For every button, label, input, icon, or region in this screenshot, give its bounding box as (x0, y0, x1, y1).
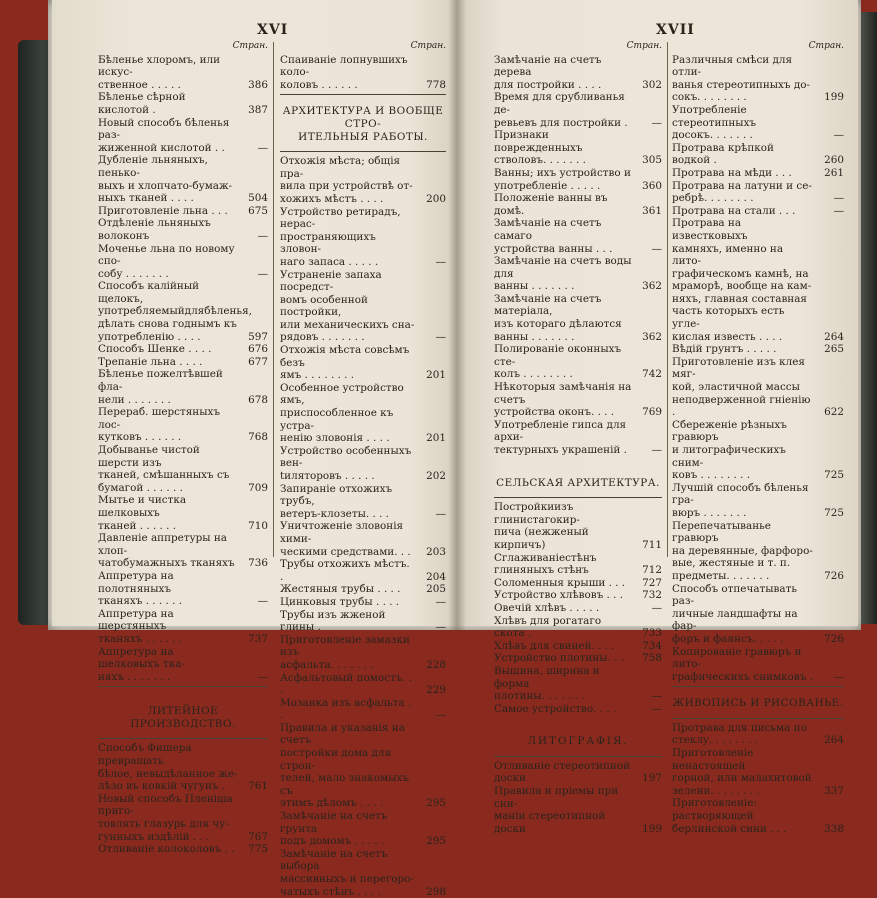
entry-page-number: — (257, 595, 268, 608)
entry-page-number: 264 (824, 330, 844, 343)
index-entry (280, 722, 446, 810)
entry-title: Аппретура на шерстяныхъ тканяхъ . . . . . . (98, 607, 183, 645)
entry-page-number: 725 (824, 469, 844, 482)
index-entry (280, 672, 446, 697)
index-entry (98, 217, 268, 242)
index-entry (494, 652, 662, 665)
index-entry (98, 154, 268, 204)
index-entry (98, 843, 268, 856)
entry-page-number: 758 (642, 652, 662, 665)
index-entry (672, 180, 844, 205)
section-title: ЛИТОГРАФІЯ. (527, 735, 629, 748)
entry-title: Самое устройство. . . . (494, 702, 617, 715)
rule (280, 151, 446, 152)
entry-page-number: 761 (248, 780, 268, 793)
index-entry (280, 596, 446, 609)
entry-title: Мозаика изъ асфальта . . (280, 696, 412, 722)
entry-page-number: 710 (248, 519, 268, 532)
index-entry (494, 615, 662, 640)
entry-title: Вышина, ширина и форма плотины. . . . . . . (494, 664, 600, 703)
index-entry (98, 205, 268, 218)
index-entry (280, 558, 446, 583)
column-header: Стран. (626, 41, 662, 51)
entry-page-number: 767 (248, 830, 268, 843)
index-entry (672, 104, 844, 142)
index-entry (280, 206, 446, 269)
index-entry (494, 167, 662, 192)
entry-page-number: — (435, 255, 446, 268)
entry-title: Полированіе оконныхъ сте- колъ . . . . . . . . (494, 343, 622, 381)
entry-title: Способъ Фишера превращать бѣлое, невыдѣланное же- лѣзо въ ковкій чугунъ . (98, 742, 238, 793)
entry-title: Способъ калійный щелокъ, употребляемыйдлябѣленья, дѣлать снова годнымъ къ употребленію . . . . (98, 280, 252, 343)
entry-title: Устройство хлѣвовъ . . . (494, 589, 623, 602)
entry-page-number: 742 (642, 368, 662, 381)
entry-title: Добыванье чистой шерсти изъ тканей, смѣшанныхъ съ бумагой . . . . . . (98, 444, 230, 494)
entry-title: Нѣкоторыя замѣчанія на счетъ устройства оконъ. . . . (494, 381, 632, 419)
right-page (456, 0, 858, 835)
entry-title: Копированіе гравюръ и лито- графическихъ снимковъ . (672, 645, 813, 683)
entry-title: Положеніе ванны въ домѣ. (494, 192, 608, 217)
index-entry (280, 155, 446, 205)
index-entry (672, 646, 844, 684)
entry-title: Замѣчаніе на счетъ воды для ванны . . . . . . . (494, 255, 632, 293)
section-title: СЕЛЬСКАЯ АРХИТЕКТУРА. (496, 476, 660, 489)
index-entry (280, 382, 446, 445)
entry-page-number: 622 (824, 406, 844, 419)
entry-page-number: 386 (248, 78, 268, 91)
index-entry (672, 356, 844, 419)
entry-title: Устройство особенныхъ вен- tиляторовъ . . . . . (280, 444, 412, 482)
index-entry (672, 205, 844, 218)
entry-page-number: 305 (642, 154, 662, 167)
entry-page-number: 726 (824, 569, 844, 582)
index-entry (494, 501, 662, 551)
index-entry (672, 747, 844, 797)
entry-title: Замѣчаніе на счетъ выбора массивныхъ и перегоро- чатыхъ стѣнъ . . . . (280, 847, 414, 898)
entry-title: Протрава для письма по стеклу. . . . . . . . (672, 721, 807, 747)
entry-page-number: 725 (824, 506, 844, 519)
index-entry (494, 381, 662, 419)
entry-title: Асфальтовый помостъ. . . (280, 671, 413, 697)
index-entry (672, 722, 844, 747)
index-entry (672, 167, 844, 180)
entry-page-number: 387 (248, 103, 268, 116)
index-entry (98, 608, 268, 646)
column-header: Стран. (410, 41, 446, 51)
entry-page-number: 302 (642, 78, 662, 91)
index-entry (494, 192, 662, 217)
entry-page-number: 337 (824, 784, 844, 797)
rule (494, 497, 662, 498)
entry-title: Особенное устройство ямъ, приспособленное къ устра- ненію зловонія . . . . (280, 381, 404, 445)
section-title: АРХИТЕКТУРА И ВООБЩЕ СТРО- ИТЕЛЬНЫЯ РАБОТЫ. (282, 105, 444, 143)
index-entry (494, 255, 662, 293)
index-entry (672, 217, 844, 343)
entry-title: Замѣчаніе на счетъ матеріала, изъ котораго дѣлаются ванны . . . . . . . (494, 292, 622, 343)
rule (98, 738, 268, 739)
entry-title: Жестяныя трубы . . . . (280, 583, 401, 596)
index-entry (280, 583, 446, 596)
entry-page-number: 736 (248, 557, 268, 570)
index-entry (280, 848, 446, 898)
index-entry (98, 742, 268, 792)
entry-page-number: — (833, 670, 844, 683)
index-entry (494, 552, 662, 577)
entry-page-number: 361 (642, 204, 662, 217)
rule (672, 718, 844, 719)
entry-page-number: 362 (642, 330, 662, 343)
entry-title: Сглаживаніестѣнъ глиняныхъ стѣнъ (494, 551, 597, 577)
entry-title: Трубы отхожихъ мѣстъ. . (280, 558, 410, 583)
entry-title: Время для срубливанья де- ревьевъ для постройки . (494, 91, 628, 129)
index-entry (280, 269, 446, 345)
entry-page-number: 709 (248, 481, 268, 494)
entry-page-number: — (651, 601, 662, 614)
entry-page-number: 733 (642, 627, 662, 640)
entry-title: Овечій хлѣвъ . . . . . (494, 601, 600, 614)
index-entry (98, 494, 268, 532)
index-entry (672, 482, 844, 520)
entry-page-number: — (257, 267, 268, 280)
rule (98, 686, 268, 687)
index-entry (98, 532, 268, 570)
entry-title: Новый способъ Пленіша приго- товлять глазурь для чу- гунныхъ издѣлій . . . (98, 792, 233, 843)
open-book (48, 0, 861, 898)
entry-title: Отливаніе колоколовъ . . (98, 843, 235, 856)
entry-page-number: 597 (248, 330, 268, 343)
index-entry (494, 760, 662, 785)
index-entry (280, 344, 446, 382)
entry-page-number: 201 (426, 432, 446, 445)
index-entry (494, 293, 662, 343)
index-entry (672, 419, 844, 482)
entry-title: Протрава на стали . . . (672, 204, 796, 217)
index-column (672, 40, 844, 835)
index-entry (280, 609, 446, 634)
entry-page-number: — (257, 670, 268, 683)
entry-page-number: — (651, 690, 662, 703)
index-entry (494, 785, 662, 835)
index-entry (98, 343, 268, 356)
index-entry (280, 634, 446, 672)
entry-page-number: 732 (642, 589, 662, 602)
entry-page-number: 228 (426, 658, 446, 671)
entry-page-number: 203 (426, 545, 446, 558)
index-entry (98, 646, 268, 684)
entry-page-number: — (435, 709, 446, 722)
index-entry (494, 343, 662, 381)
rule (494, 756, 662, 757)
entry-title: Запираніе отхожихъ трубъ, ветеръ-клозеты. . . . (280, 482, 393, 520)
entry-title: Приготовленіе: растворяющей берлинской сини . . . (672, 797, 787, 835)
entry-title: Правила и пріемы при сни- маніи стереотипной доски (494, 785, 619, 835)
index-column (280, 40, 446, 898)
entry-page-number: 711 (642, 538, 662, 551)
entry-page-number: 768 (248, 431, 268, 444)
entry-page-number: 205 (426, 583, 446, 596)
entry-page-number: — (257, 141, 268, 154)
entry-title: Протрава крѣпкой водкой . (672, 141, 774, 167)
entry-page-number: — (651, 242, 662, 255)
index-entry (494, 640, 662, 653)
entry-title: Аппретура на шелковыхъ тка- няхъ . . . . . . . (98, 645, 186, 683)
index-entry (494, 54, 662, 92)
entry-page-number: 734 (642, 639, 662, 652)
index-entry (98, 117, 268, 155)
entry-page-number: 201 (426, 369, 446, 382)
entry-title: Новый способъ бѣленья раз- жиженной кислотой . . (98, 116, 230, 154)
page-number: XVII (656, 22, 695, 38)
entry-title: Способъ отпечатывать раз- личные ландшафты на фар- форъ и фаянсъ. . . . . (672, 582, 798, 645)
index-entry (98, 368, 268, 406)
entry-page-number: 676 (248, 343, 268, 356)
entry-title: Устройство ретирадъ, нерас- пространяющихъ зловон- наго запаса . . . . . (280, 205, 401, 268)
entry-page-number: — (435, 621, 446, 634)
entry-title: Замѣчаніе на счетъ самаго устройства ванны . . . (494, 217, 613, 255)
entry-page-number: 737 (248, 632, 268, 645)
entry-title: Признаки поврежденныхъ стволовъ. . . . . . . (494, 129, 586, 167)
index-entry (494, 419, 662, 457)
entry-page-number: — (833, 129, 844, 142)
entry-title: Приготовленіе изъ клея мяг- кой, эластичной массы неподверженной гніенію . (672, 355, 811, 419)
entry-title: Замѣчаніе на счетъ дерева для постройки . . . . (494, 53, 602, 91)
index-entry (494, 665, 662, 703)
index-entry (672, 54, 844, 104)
entry-page-number: — (257, 229, 268, 242)
entry-page-number: — (435, 331, 446, 344)
entry-title: Давленіе аппретуры на хлоп- чатобумажныхъ тканяхъ (98, 532, 235, 570)
index-entry (98, 91, 268, 116)
entry-title: Уничтоженіе зловонія хими- ческими средствами. . . (280, 520, 411, 558)
index-entry (98, 406, 268, 444)
page-number: XVI (257, 22, 289, 38)
entry-title: Употребленіе стереотипныхъ досокъ. . . . . . . (672, 103, 757, 142)
entry-page-number: 362 (642, 280, 662, 293)
entry-page-number: — (651, 444, 662, 456)
index-entry (280, 54, 446, 92)
index-entry (494, 129, 662, 167)
index-entry (280, 445, 446, 483)
entry-title: Соломенныя крыши . . . (494, 576, 626, 589)
entry-title: Бѣленье пожелтѣвшей фла- нели . . . . . . . (98, 368, 223, 406)
entry-title: Лучшій способъ бѣленья гра- вюръ . . . . . . . (672, 481, 809, 519)
index-entry (672, 583, 844, 646)
entry-page-number: 264 (824, 734, 844, 747)
section-title: ЛИТЕЙНОЕ ПРОИЗВОДСТВО. (130, 705, 236, 730)
entry-title: Ванны; ихъ устройство и употребленіе . . . . . (494, 166, 631, 192)
entry-page-number: 677 (248, 355, 268, 368)
index-entry (280, 520, 446, 558)
entry-title: Перераб. шерстяныхъ лос- кутковъ . . . . . . (98, 406, 220, 444)
entry-title: Мытье и чистка шелковыхъ тканей . . . . . . (98, 494, 187, 532)
entry-page-number: 197 (642, 772, 662, 785)
entry-title: Различныя смѣси для отли- ванья стереотипныхъ до- сокъ. . . . . . . . (672, 53, 810, 104)
index-entry (98, 793, 268, 843)
index-entry (494, 217, 662, 255)
entry-page-number: 204 (426, 570, 446, 583)
entry-page-number: 712 (642, 564, 662, 577)
index-entry (98, 243, 268, 281)
entry-title: Трубы изъ жженой глины . (280, 608, 386, 634)
entry-page-number: 338 (824, 822, 844, 835)
entry-page-number: 199 (824, 91, 844, 104)
entry-title: Протрава на мѣди . . . (672, 166, 792, 179)
index-entry (494, 703, 662, 716)
entry-page-number: 360 (642, 179, 662, 192)
entry-title: Бѣленье хлоромъ, или искус- ственное . . . . . (98, 53, 221, 91)
entry-title: Замѣчаніе на счетъ грунта подъ домомъ . . . . . (280, 810, 388, 848)
index-entry (494, 91, 662, 129)
index-entry (98, 570, 268, 608)
entry-page-number: 727 (642, 576, 662, 589)
entry-page-number: — (435, 507, 446, 520)
index-entry (672, 520, 844, 583)
index-entry (98, 444, 268, 494)
entry-title: Приготовленіе льна . . . (98, 204, 228, 217)
index-entry (98, 356, 268, 369)
index-entry (280, 483, 446, 521)
entry-title: Отхожія мѣста совсѣмъ безъ ямъ . . . . . . . . (280, 344, 410, 382)
section-title: ЖИВОПИСЬ И РИСОВАНЬЕ. (672, 697, 844, 710)
entry-title: Хлѣвъ для рогатаго скота . (494, 614, 602, 640)
entry-title: Аппретура на полотняныхъ тканяхъ . . . . . . (98, 569, 183, 608)
entry-page-number: 261 (824, 166, 844, 179)
entry-page-number: 229 (426, 684, 446, 697)
entry-title: Сбереженіе рѣзныхъ гравюръ и литографическихъ сним- ковъ . . . . . . . . (672, 418, 787, 482)
entry-page-number: 265 (824, 343, 844, 356)
column-header: Стран. (808, 41, 844, 51)
entry-page-number: 675 (248, 204, 268, 217)
entry-title: Правила и указанія на счетъ постройки дома для строи- телей, мало знакомыхъ съ этимъ дѣломъ . . . . (280, 721, 409, 810)
entry-title: Приготовленіе ненастоящей горной, или малахитовой зелени. . . . . . . . (672, 747, 812, 797)
entry-page-number: 778 (426, 78, 446, 91)
entry-title: Трепаніе льна . . . . (98, 355, 203, 368)
entry-title: Употребленіе гипса для архи- тектурныхъ украшеній . (494, 418, 627, 456)
entry-page-number: — (833, 204, 844, 217)
index-entry (672, 343, 844, 356)
rule (280, 94, 446, 95)
column-divider (273, 42, 274, 557)
entry-title: Моченье льна по новому спо- собу . . . . . . . (98, 242, 235, 280)
entry-page-number: 298 (426, 885, 446, 898)
book-gutter (448, 0, 466, 630)
entry-title: Устройство плотины. . . (494, 652, 625, 665)
column-header: Стран. (232, 41, 268, 51)
index-column (494, 40, 662, 835)
entry-title: Протрава на латуни и се- ребрѣ. . . . . . . . (672, 179, 812, 205)
column-divider (667, 42, 668, 557)
index-entry (280, 810, 446, 848)
entry-title: Отдѣленіе льняныхъ волоконъ (98, 217, 211, 242)
entry-page-number: 678 (248, 393, 268, 406)
entry-page-number: 260 (824, 154, 844, 167)
entry-title: Бѣленье сѣрной кислотой . (98, 91, 186, 116)
entry-title: Протрава на известковыхъ камняхъ, именно на лито- графическомъ камнѣ, на мраморѣ, вообще на кам- няхъ, главная составная часть которыхъ есть угле- кислая известь . . . . (672, 217, 812, 343)
index-entry (672, 142, 844, 167)
entry-page-number: — (833, 192, 844, 205)
rule (672, 686, 844, 687)
entry-page-number: 202 (426, 470, 446, 482)
left-page (52, 0, 456, 898)
entry-page-number: 295 (426, 835, 446, 848)
entry-page-number: 295 (426, 797, 446, 810)
entry-page-number: — (435, 595, 446, 608)
index-entry (494, 577, 662, 590)
entry-page-number: 726 (824, 632, 844, 645)
entry-title: Дубленіе льняныхъ, пенько- выхъ и хлопчато-бумаж- ныхъ тканей . . . . (98, 154, 233, 205)
index-entry (98, 54, 268, 92)
entry-page-number: 199 (642, 822, 662, 835)
entry-page-number: — (651, 116, 662, 129)
entry-page-number: 775 (248, 843, 268, 856)
entry-title: Перепечатыванье гравюръ на деревянные, фарфоро- вые, жестяные и т. п. предметы. . . . . . . (672, 519, 813, 582)
entry-title: Хлѣвъ для свиней. . . . (494, 639, 615, 652)
index-column (98, 40, 268, 856)
entry-title: Отхожія мѣста; общія пра- вила при устройствѣ от- хожихъ мѣстъ . . . . (280, 155, 413, 205)
entry-page-number: 504 (248, 192, 268, 205)
entry-title: Постройкиизъ глинистагокир- пича (нежженый кирпичъ) (494, 501, 589, 551)
entry-title: Цинковыя трубы . . . . (280, 595, 400, 608)
index-entry (98, 280, 268, 343)
index-entry (672, 797, 844, 835)
entry-title: Устраненіе запаха посредст- вомъ особенной постройки, или механическихъ сна- рядовъ . . . . . . . (280, 268, 415, 344)
entry-title: Вѣдій грунтъ . . . . . (672, 343, 777, 356)
entry-page-number: 200 (426, 192, 446, 205)
entry-title: Способъ Шенке . . . . (98, 343, 212, 356)
entry-title: Отливаніе стереотипной доски (494, 759, 631, 785)
entry-page-number: — (651, 702, 662, 715)
entry-title: Приготовленіе замазки изъ асфальта. . . . . . . (280, 633, 410, 671)
entry-title: Спаиваніе лопнувшихъ коло- коловъ . . . . . . (280, 53, 408, 91)
entry-page-number: 769 (642, 406, 662, 419)
index-entry (494, 589, 662, 602)
index-entry (280, 697, 446, 722)
index-entry (494, 602, 662, 615)
